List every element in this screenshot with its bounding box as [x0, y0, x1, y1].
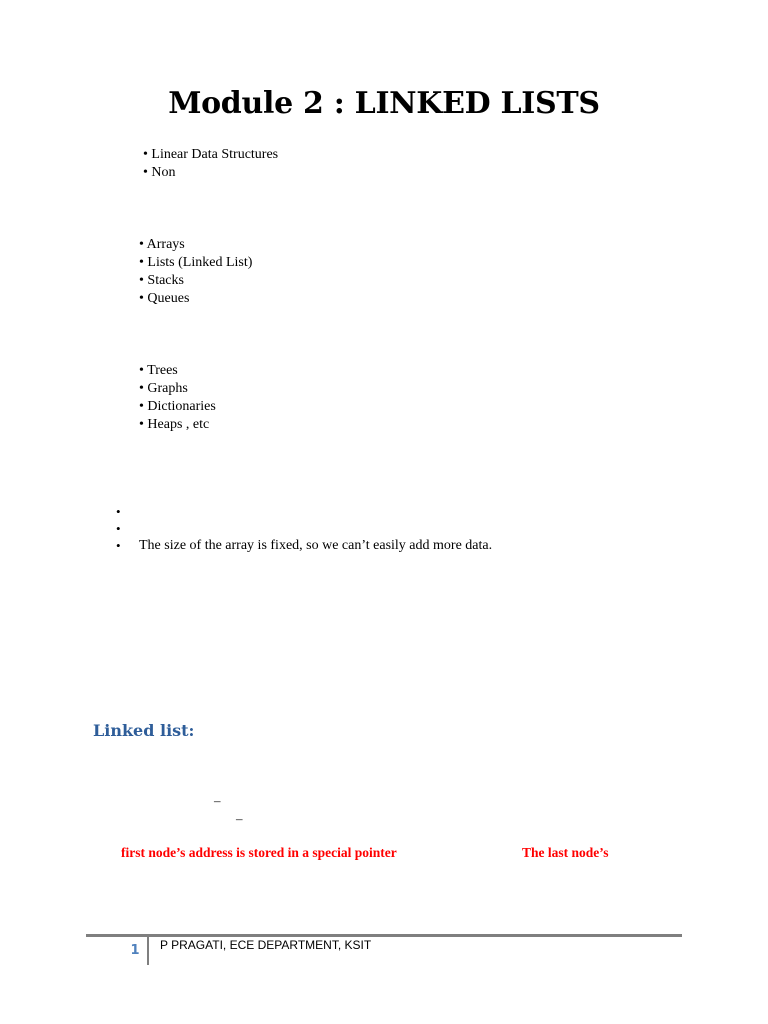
list-item: • Non: [143, 165, 176, 180]
bullet-marker: •: [116, 538, 121, 553]
nonlinear-structures-list: [139, 362, 216, 434]
list-item: • Arrays: [139, 237, 185, 252]
emphasis-text: The last node’s: [522, 845, 609, 860]
list-item: • Graphs: [139, 381, 188, 396]
section-heading: Linked list:: [93, 721, 195, 740]
list-item: • Linear Data Structures: [143, 147, 279, 162]
emphasis-text: first node’s address is stored in a special pointer: [121, 845, 397, 860]
page-title: Module 2 : LINKED LISTS: [168, 86, 600, 121]
bullet-text: The size of the array is fixed, so we can’t easily add more data.: [139, 538, 493, 553]
footer-text: P PRAGATI, ECE DEPARTMENT, KSIT: [160, 938, 372, 952]
list-item: • Lists (Linked List): [139, 255, 253, 270]
list-item: • Stacks: [139, 273, 184, 288]
linear-structures-list: [139, 236, 252, 308]
list-item: • Trees: [139, 363, 178, 378]
dash-mark: –: [214, 793, 221, 808]
structure-types-list: [143, 146, 278, 182]
dash-mark: –: [236, 811, 243, 826]
list-item: • Heaps , etc: [139, 417, 210, 432]
bullet-marker: •: [116, 504, 121, 519]
bullet-marker: •: [116, 521, 121, 536]
list-item: • Queues: [139, 291, 190, 306]
page-number: 1: [130, 943, 140, 958]
footer-rule: [86, 934, 682, 937]
list-item: • Dictionaries: [139, 399, 216, 414]
footer-divider: [147, 937, 149, 965]
